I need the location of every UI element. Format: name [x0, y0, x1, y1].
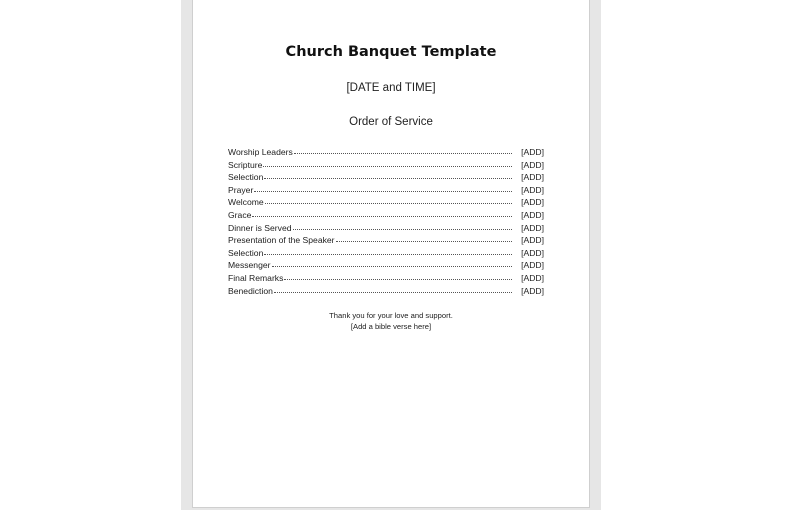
service-item-value: [ADD]: [521, 285, 544, 296]
service-item-label: Grace: [228, 209, 252, 220]
dot-leader: [272, 257, 513, 267]
dot-leader: [264, 169, 512, 179]
service-item-value: [ADD]: [521, 197, 544, 208]
service-item-label: Final Remarks: [228, 272, 284, 283]
dot-leader: [336, 232, 513, 242]
dot-leader: [293, 220, 513, 230]
dot-leader: [264, 245, 512, 255]
order-of-service-list: [228, 145, 544, 296]
service-item-value: [ADD]: [521, 147, 544, 157]
service-item-label: Welcome: [228, 197, 264, 208]
service-item-label: Prayer: [228, 184, 254, 195]
service-item-label: Selection: [228, 247, 264, 258]
dot-leader: [274, 283, 512, 293]
dot-leader: [284, 270, 512, 280]
document-page: [192, 0, 590, 508]
service-item-value: [ADD]: [521, 222, 544, 233]
service-item-value: [ADD]: [521, 260, 544, 271]
service-item-value: [ADD]: [521, 209, 544, 220]
date-time-placeholder: [DATE and TIME]: [346, 82, 436, 94]
order-of-service-heading: Order of Service: [349, 116, 433, 128]
service-item-value: [ADD]: [521, 272, 544, 283]
service-item-label: Dinner is Served: [228, 222, 292, 233]
service-item-label: Scripture: [228, 159, 263, 170]
dot-leader: [252, 207, 512, 217]
service-item-value: [ADD]: [521, 172, 544, 183]
service-item-value: [ADD]: [521, 184, 544, 195]
service-item-label: Presentation of the Speaker: [228, 235, 335, 246]
dot-leader: [263, 157, 512, 167]
service-item-value: [ADD]: [521, 159, 544, 170]
dot-leader: [294, 144, 512, 154]
dot-leader: [265, 194, 512, 204]
bible-verse-placeholder: [Add a bible verse here]: [350, 322, 432, 331]
service-item-value: [ADD]: [521, 235, 544, 246]
service-item-label: Worship Leaders: [228, 147, 293, 157]
dot-leader: [254, 182, 512, 192]
thank-you-line: Thank you for your love and support.: [329, 311, 453, 320]
service-item: [228, 284, 544, 297]
service-item-label: Messenger: [228, 260, 271, 271]
service-item-value: [ADD]: [521, 247, 544, 258]
service-item-label: Selection: [228, 172, 264, 183]
service-item-label: Benediction: [228, 285, 273, 296]
document-title: Church Banquet Template: [285, 44, 497, 60]
